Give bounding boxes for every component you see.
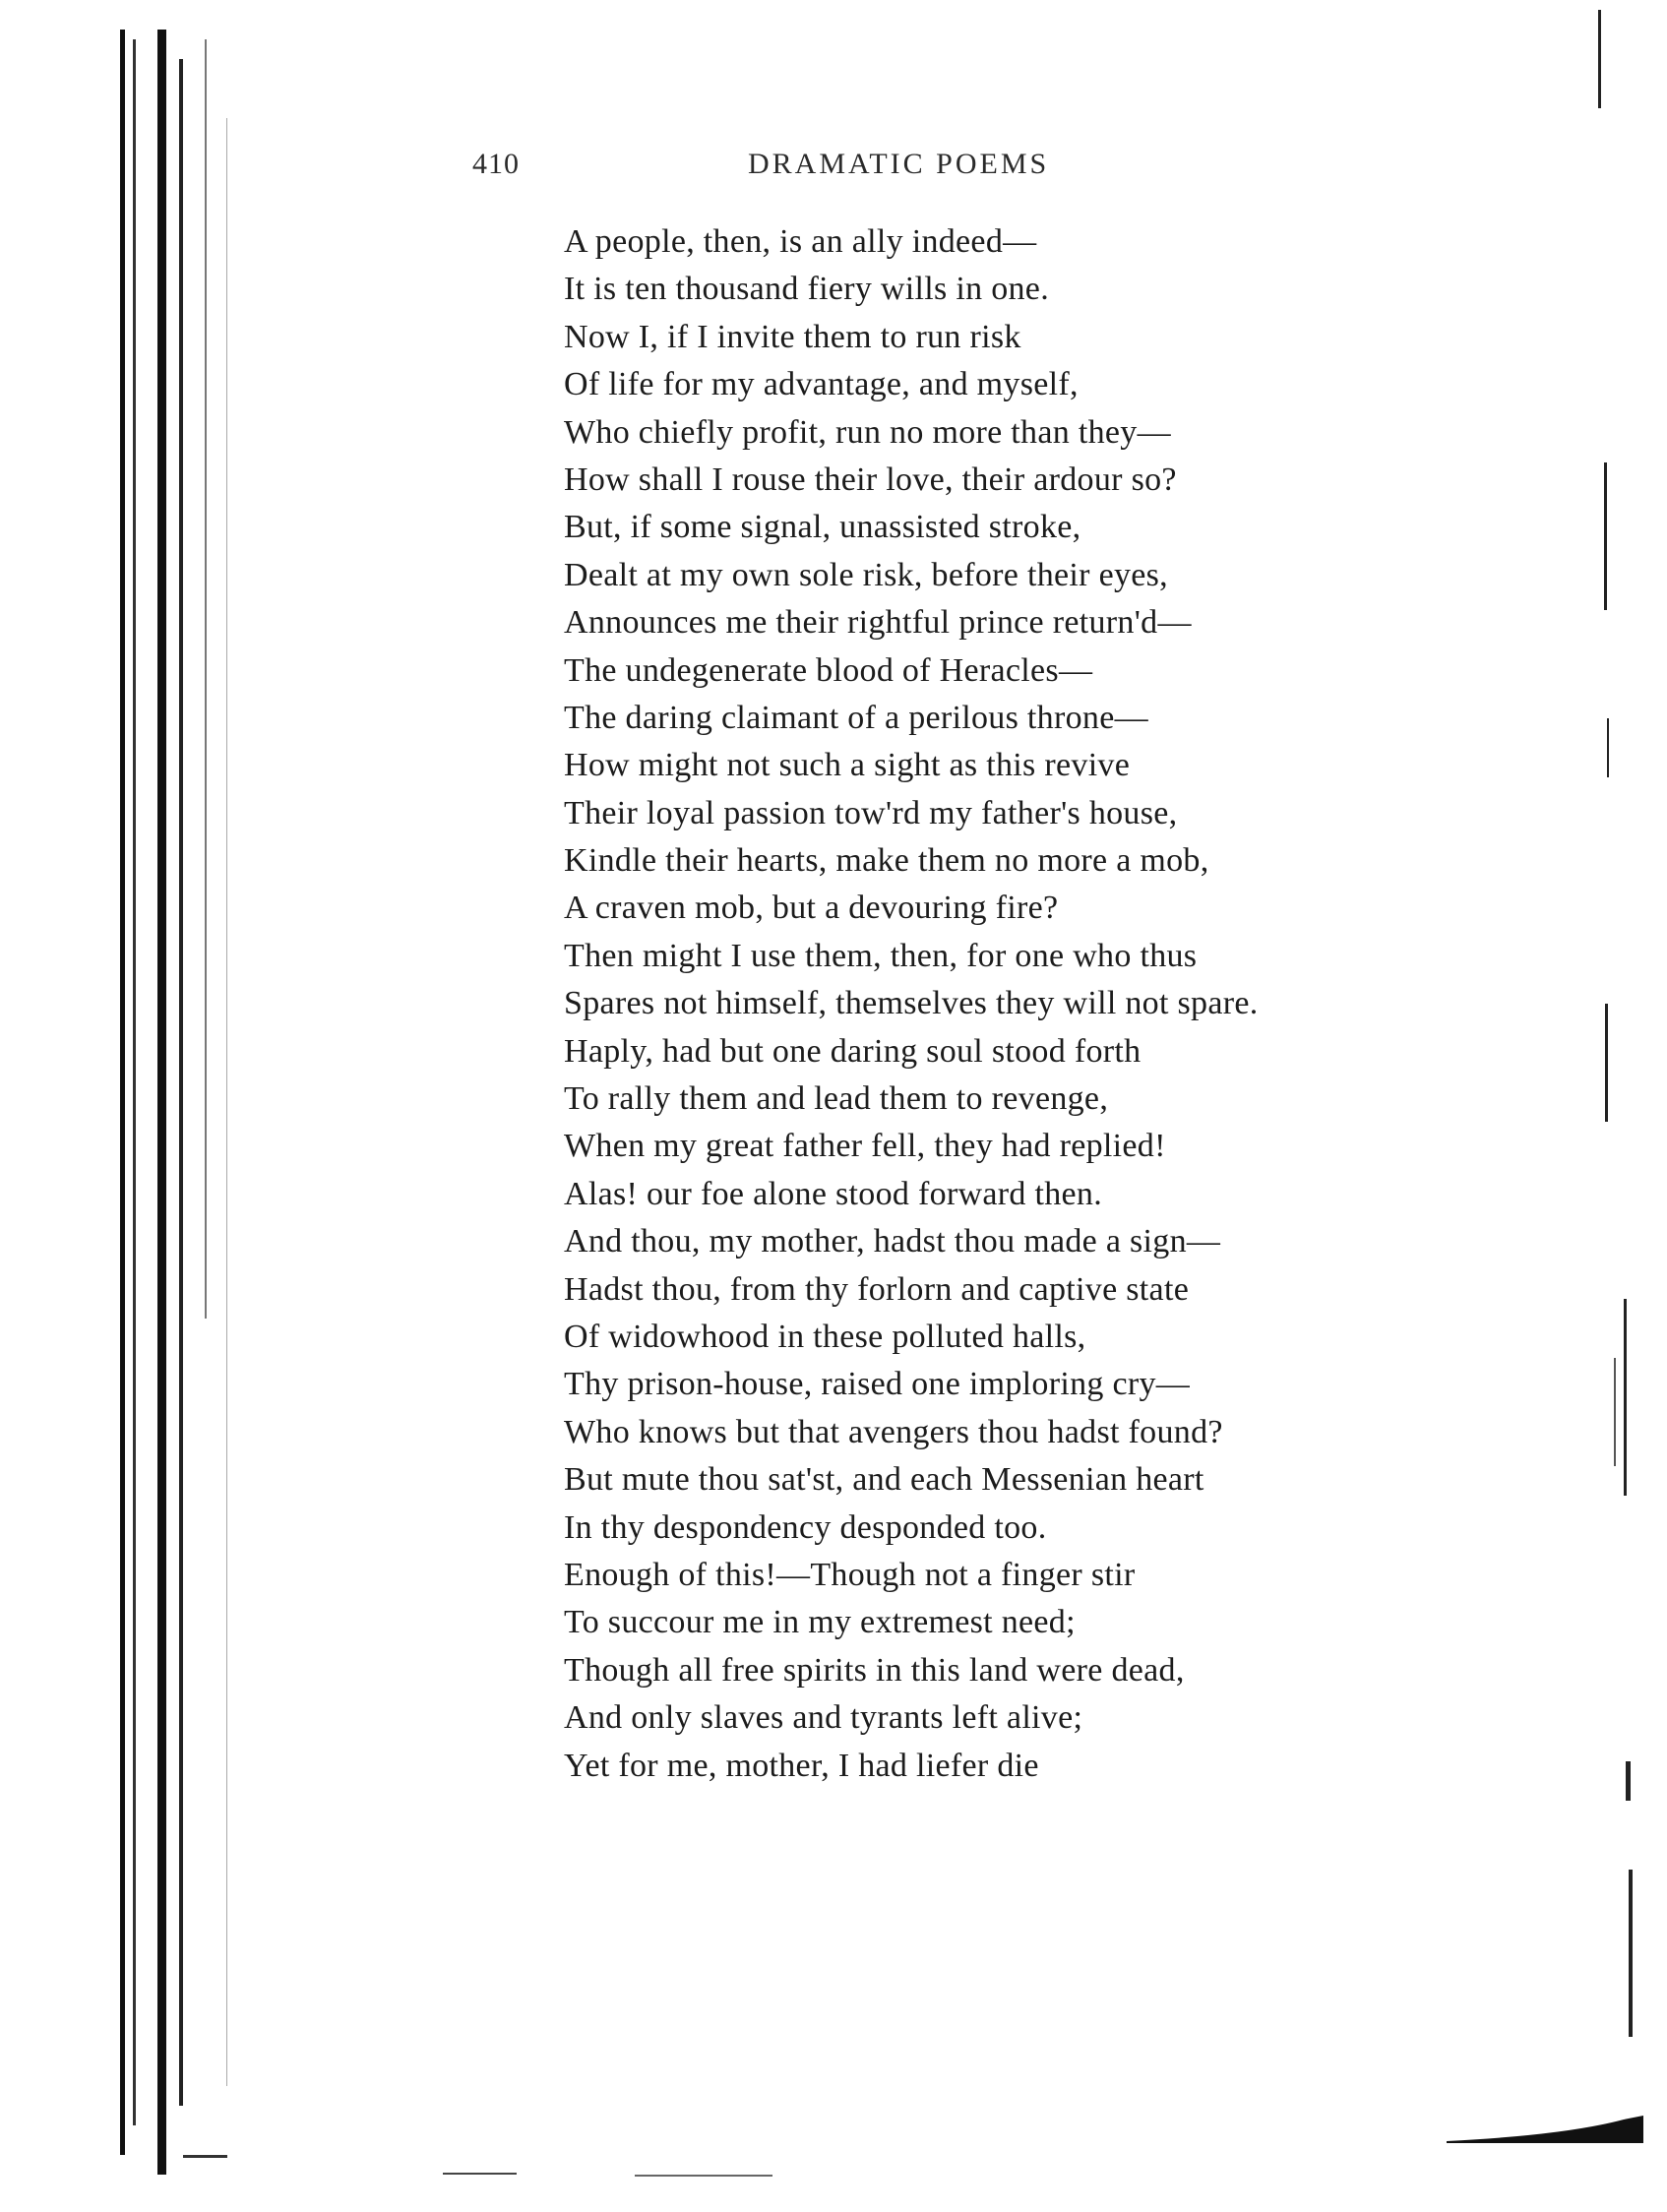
binding-edge-shadow (205, 39, 207, 1319)
poem-line: And only slaves and tyrants left alive; (564, 1699, 1083, 1737)
poem-line: Though all free spirits in this land were dead, (564, 1651, 1185, 1689)
poem-line: It is ten thousand fiery wills in one. (564, 271, 1049, 308)
poem-line: Then might I use them, then, for one who thus (564, 937, 1198, 974)
poem-line: Hadst thou, from thy forlorn and captive state (564, 1270, 1190, 1308)
binding-edge-shadow (179, 59, 183, 2106)
poem-line: Spares not himself, themselves they will not spare. (564, 985, 1259, 1022)
poem-line: Who chiefly profit, run no more than they— (564, 413, 1171, 451)
page-corner-shadow (1447, 2116, 1643, 2145)
poem-line: Their loyal passion tow'rd my father's house, (564, 794, 1178, 831)
scan-edge-mark (1629, 1870, 1633, 2037)
poem-line: Thy prison-house, raised one imploring cry— (564, 1366, 1191, 1403)
binding-edge-shadow (133, 39, 136, 2125)
poem-line: And thou, my mother, hadst thou made a sign— (564, 1223, 1221, 1260)
binding-edge-shadow (157, 30, 166, 2175)
poem-line: Haply, had but one daring soul stood forth (564, 1032, 1142, 1070)
scan-edge-mark (1614, 1358, 1616, 1466)
scan-edge-mark (1598, 10, 1601, 108)
poem-line: Alas! our foe alone stood forward then. (564, 1175, 1103, 1212)
scan-edge-mark (1607, 718, 1609, 777)
running-title: DRAMATIC POEMS (748, 148, 1050, 180)
poem-line: How shall I rouse their love, their ardour so? (564, 461, 1177, 498)
poem-line: A craven mob, but a devouring fire? (564, 890, 1059, 927)
poem-line: Announces me their rightful prince return'd— (564, 604, 1192, 642)
poem-line: Enough of this!—Though not a finger stir (564, 1556, 1136, 1593)
binding-edge-shadow (183, 2155, 227, 2158)
poem-line: When my great father fell, they had replied! (564, 1128, 1166, 1165)
poem-line: Dealt at my own sole risk, before their eyes, (564, 556, 1168, 593)
poem-line: Of life for my advantage, and myself, (564, 366, 1079, 403)
poem-line: To rally them and lead them to revenge, (564, 1080, 1109, 1118)
scan-edge-mark (1604, 462, 1607, 610)
scan-edge-mark (1605, 1004, 1608, 1122)
poem-line: Who knows but that avengers thou hadst found? (564, 1413, 1223, 1450)
poem-line: Yet for me, mother, I had liefer die (564, 1747, 1039, 1784)
scan-edge-mark (1626, 1761, 1631, 1801)
poem-line: To succour me in my extremest need; (564, 1604, 1076, 1641)
poem-line: The undegenerate blood of Heracles— (564, 651, 1093, 689)
poem-line: In thy despondency desponded too. (564, 1508, 1047, 1546)
poem-line: Kindle their hearts, make them no more a mob, (564, 842, 1209, 880)
poem-text (564, 218, 1548, 1790)
poem-line: A people, then, is an ally indeed— (564, 223, 1037, 260)
poem-line: The daring claimant of a perilous throne— (564, 699, 1148, 736)
poem-line: How might not such a sight as this revive (564, 747, 1131, 784)
poem-line: Now I, if I invite them to run risk (564, 318, 1021, 355)
scan-bottom-rule (443, 2173, 517, 2175)
binding-edge-shadow (226, 118, 227, 2086)
scan-edge-mark (1624, 1299, 1627, 1496)
page-number: 410 (472, 148, 520, 180)
poem-line: But mute thou sat'st, and each Messenian heart (564, 1461, 1204, 1499)
binding-edge-shadow (120, 30, 125, 2155)
poem-line: Of widowhood in these polluted halls, (564, 1318, 1086, 1355)
poem-line: But, if some signal, unassisted stroke, (564, 509, 1081, 546)
scan-bottom-rule (635, 2175, 772, 2177)
